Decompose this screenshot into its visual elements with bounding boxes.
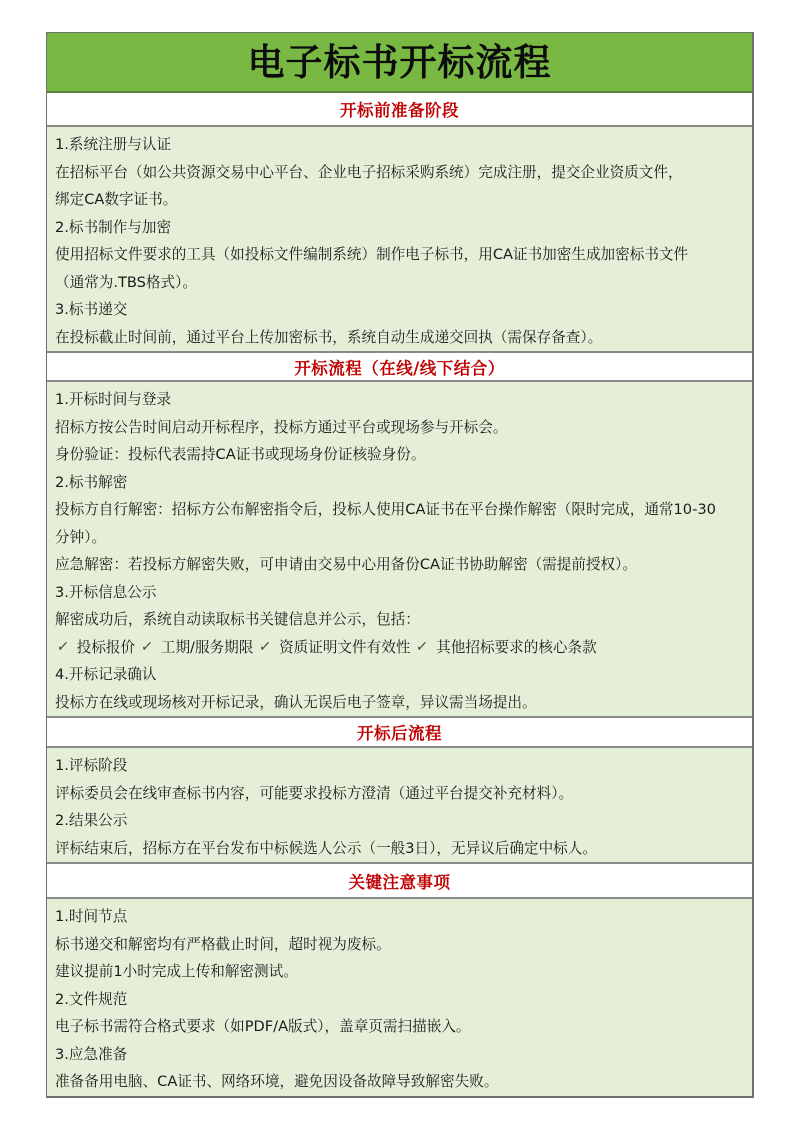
section-heading-text: 关键注意事项 bbox=[348, 872, 451, 892]
check-mark-icon: ✓ bbox=[415, 638, 430, 655]
section-body-post-opening bbox=[47, 748, 752, 864]
section-body-opening bbox=[47, 382, 752, 718]
step-title: 3.应急准备 bbox=[55, 1045, 128, 1063]
step-title: 2.标书制作与加密 bbox=[55, 218, 172, 236]
step-title: 1.评标阶段 bbox=[55, 757, 128, 774]
section-heading-pre-opening bbox=[47, 93, 752, 127]
body-text: 分钟）。 bbox=[55, 528, 107, 546]
check-item-label: 其他招标要求的核心条款 bbox=[436, 638, 597, 656]
section-heading-key-notes bbox=[47, 864, 752, 899]
body-text: 投标方在线或现场核对开标记录，确认无误后电子签章，异议需当场提出。 bbox=[55, 693, 537, 711]
check-mark-icon: ✓ bbox=[258, 638, 273, 655]
body-text: （通常为.TBS格式）。 bbox=[55, 273, 198, 291]
section-body-key-notes bbox=[47, 899, 752, 1096]
section-heading-text: 开标后流程 bbox=[357, 724, 442, 743]
check-list bbox=[55, 634, 752, 662]
check-item bbox=[416, 634, 596, 662]
step-title: 1.开标时间与登录 bbox=[55, 391, 172, 408]
step-title: 2.文件规范 bbox=[55, 990, 128, 1008]
check-mark-icon: ✓ bbox=[140, 638, 155, 655]
body-text: 准备备用电脑、CA证书、网络环境，避免因设备故障导致解密失败。 bbox=[55, 1073, 499, 1090]
body-text: 投标方自行解密：招标方公布解密指令后，投标人使用CA证书在平台操作解密（限时完成，通常10-30 bbox=[55, 501, 716, 518]
body-text: 在投标截止时间前，通过平台上传加密标书，系统自动生成递交回执（需保存备查）。 bbox=[55, 328, 603, 346]
step-title: 2.结果公示 bbox=[55, 812, 128, 829]
check-item-label: 工期/服务期限 bbox=[160, 638, 254, 656]
step-title: 4.开标记录确认 bbox=[55, 666, 157, 683]
step-title: 3.标书递交 bbox=[55, 301, 128, 318]
body-text: 评标结束后，招标方在平台发布中标候选人公示（一般3日），无异议后确定中标人。 bbox=[55, 839, 597, 857]
body-text: 使用招标文件要求的工具（如投标文件编制系统）制作电子标书，用CA证书加密生成加密标书文件 bbox=[55, 246, 689, 263]
title-band bbox=[47, 33, 752, 93]
body-text: 绑定CA数字证书。 bbox=[55, 191, 178, 208]
section-heading-text: 开标前准备阶段 bbox=[340, 101, 459, 120]
body-text: 在招标平台（如公共资源交易中心平台、企业电子招标采购系统）完成注册，提交企业资质文件， bbox=[55, 163, 683, 181]
check-item-label: 投标报价 bbox=[76, 638, 136, 656]
section-heading-post-opening bbox=[47, 718, 752, 748]
body-text: 评标委员会在线审查标书内容，可能要求投标方澄清（通过平台提交补充材料）。 bbox=[55, 784, 574, 802]
check-item bbox=[57, 634, 135, 662]
body-text: 标书递交和解密均有严格截止时间，超时视为废标。 bbox=[55, 935, 391, 953]
check-mark-icon: ✓ bbox=[55, 638, 70, 655]
section-heading-opening bbox=[47, 353, 752, 382]
check-item bbox=[259, 634, 410, 662]
step-title: 2.标书解密 bbox=[55, 473, 128, 491]
step-title: 1.系统注册与认证 bbox=[55, 136, 172, 153]
body-text: 电子标书需符合格式要求（如PDF/A版式），盖章页需扫描嵌入。 bbox=[55, 1018, 471, 1035]
step-title: 3.开标信息公示 bbox=[55, 583, 157, 601]
page-title: 电子标书开标流程 bbox=[247, 40, 552, 84]
check-item bbox=[141, 634, 253, 662]
body-text: 身份验证：投标代表需持CA证书或现场身份证核验身份。 bbox=[55, 446, 426, 463]
body-text: 招标方按公告时间启动开标程序，投标方通过平台或现场参与开标会。 bbox=[55, 418, 508, 436]
body-text: 应急解密：若投标方解密失败，可申请由交易中心用备份CA证书协助解密（需提前授权）。 bbox=[55, 556, 638, 573]
check-item-label: 资质证明文件有效性 bbox=[279, 638, 411, 656]
section-heading-text: 开标流程（在线/线下结合） bbox=[294, 358, 505, 378]
step-title: 1.时间节点 bbox=[55, 908, 128, 925]
section-body-pre-opening bbox=[47, 127, 752, 353]
body-text: 建议提前1小时完成上传和解密测试。 bbox=[55, 963, 298, 980]
body-text: 解密成功后，系统自动读取标书关键信息并公示，包括： bbox=[55, 611, 420, 628]
process-table bbox=[46, 32, 754, 1098]
